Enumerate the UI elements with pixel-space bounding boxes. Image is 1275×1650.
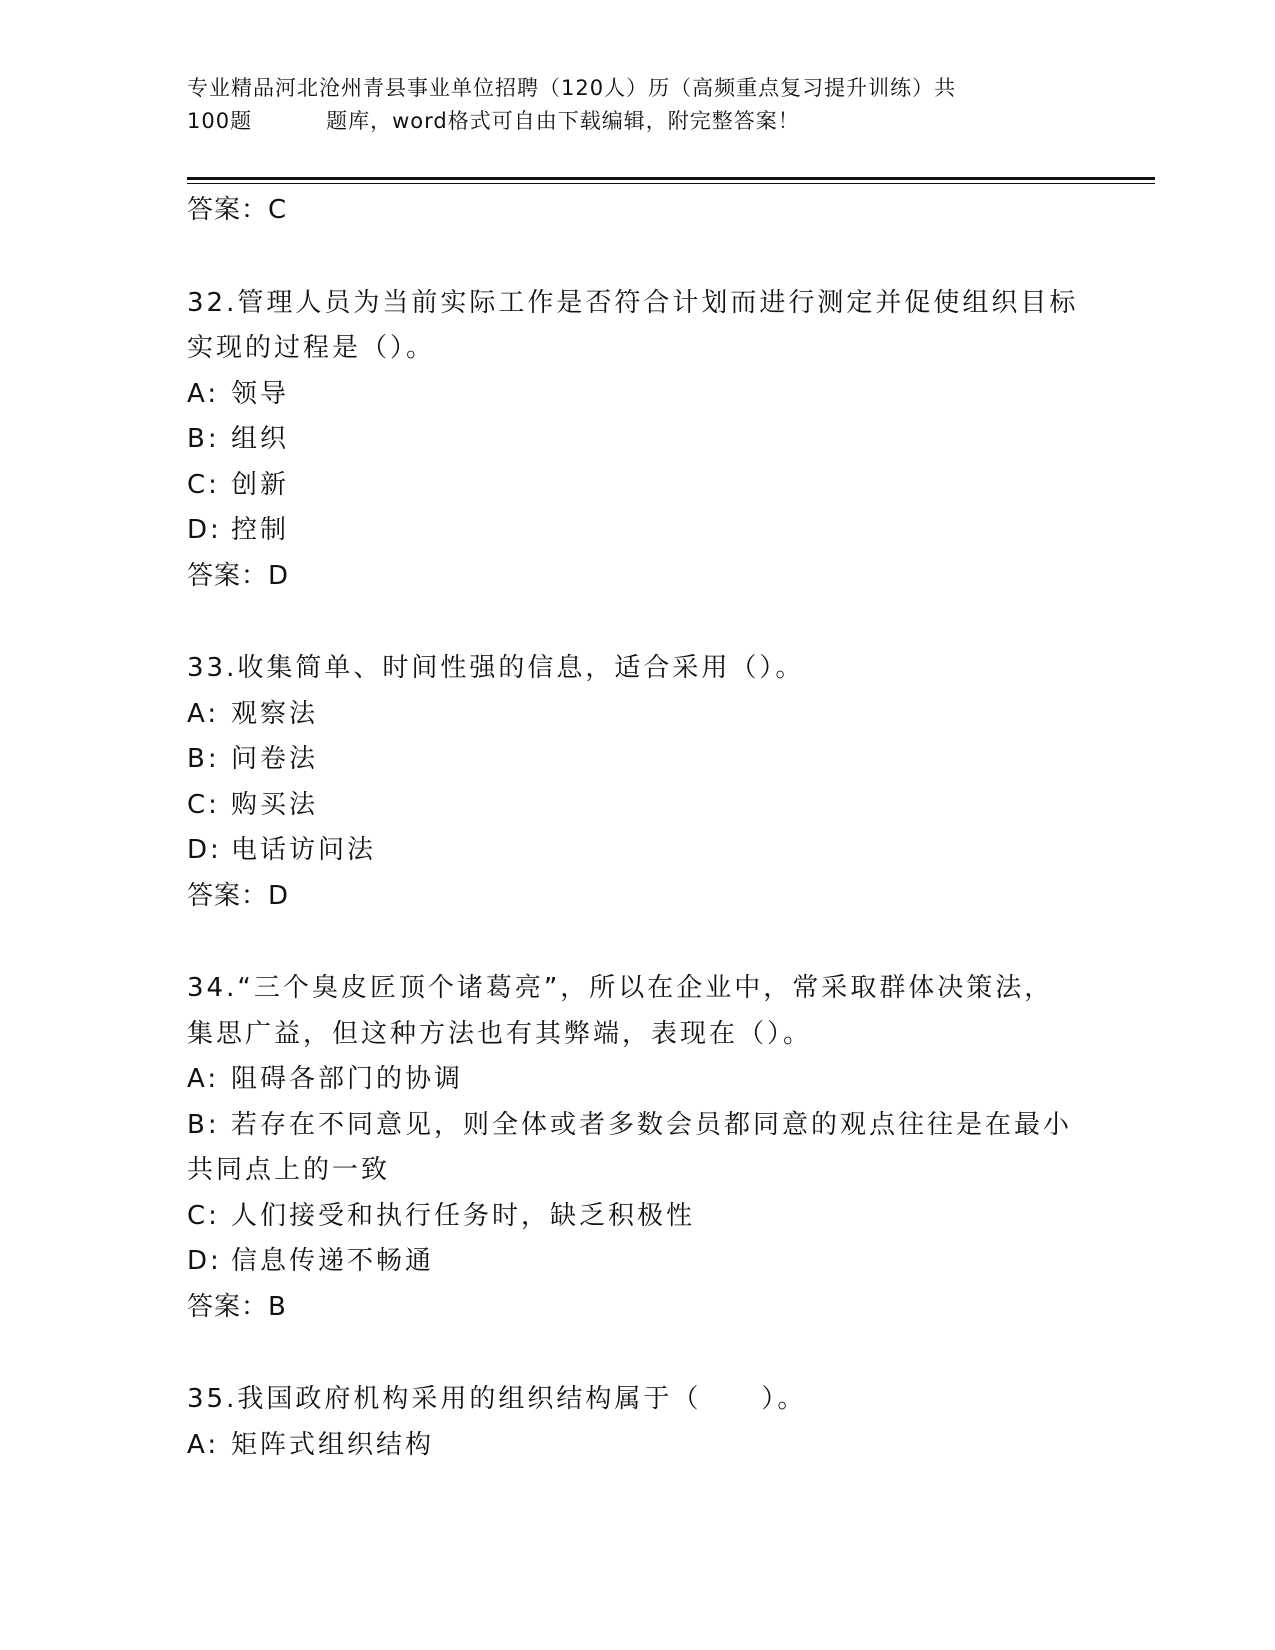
option-d [187,1239,1087,1285]
option-label: C: [187,469,220,500]
question-text-line: 32.管理人员为当前实际工作是否符合计划而进行测定并促使组织目标 [187,287,1079,318]
option-text: 创新 [231,469,290,500]
option-a [187,692,1087,738]
answer-31: 答案：C [187,195,288,225]
option-c [187,463,1087,509]
option-text: 组织 [231,424,290,454]
option-text: 矩阵式组织结构 [231,1429,435,1460]
option-text: 观察法 [231,698,319,729]
header-divider-thin [187,183,1155,184]
option-label: A: [187,1064,220,1094]
option-label: D: [187,515,222,545]
option-label: A: [187,1429,220,1460]
option-c [187,783,1087,829]
option-b [187,417,1087,463]
option-text: 电话访问法 [231,835,377,865]
option-text: 问卷法 [231,744,319,774]
header-line-2 [187,105,1067,138]
option-text: 阻碍各部门的协调 [231,1064,464,1094]
option-text: 购买法 [231,789,319,820]
option-label: C: [187,1200,220,1231]
option-label: A: [187,698,220,729]
option-label: B: [187,424,220,454]
question-text-line: 33.收集简单、时间性强的信息，适合采用（）。 [187,653,805,683]
header-count: 100题 [187,109,253,133]
option-a [187,372,1087,418]
option-text-continued: 共同点上的一致 [187,1155,391,1185]
question-33 [187,646,1087,919]
option-b-continued [187,1148,1087,1194]
option-b [187,737,1087,783]
option-c [187,1194,1087,1240]
header-description: 题库，word格式可自由下载编辑，附完整答案！ [326,109,800,133]
question-32 [187,281,1087,600]
option-a [187,1057,1087,1103]
option-label: D: [187,835,222,865]
header-divider-thick [187,177,1155,180]
question-34 [187,966,1087,1330]
question-text-line: 34.“三个臭皮匠顶个诸葛亮”，所以在企业中，常采取群体决策法， [187,973,1054,1003]
option-text: 人们接受和执行任务时，缺乏积极性 [231,1200,696,1231]
option-text: 控制 [231,515,290,545]
answer-33: 答案：D [187,880,290,911]
question-text-line: 实现的过程是（）。 [187,333,436,363]
option-d [187,508,1087,554]
question-text-start: 35.我国政府机构采用的组织结构属于（ [187,1384,702,1414]
option-label: D: [187,1246,222,1276]
option-text: 若存在不同意见，则全体或者多数会员都同意的观点往往是在最小 [231,1109,1073,1140]
question-35 [187,1377,1087,1468]
answer-34: 答案：B [187,1291,287,1322]
option-label: B: [187,1109,220,1140]
option-label: A: [187,378,220,409]
question-text-line [187,1377,1087,1423]
answer-32: 答案：D [187,560,290,591]
option-d [187,828,1087,874]
document-body [187,188,1087,1468]
option-text: 信息传递不畅通 [231,1246,435,1276]
question-text-line: 集思广益，但这种方法也有其弊端，表现在（）。 [187,1018,813,1049]
option-text: 领导 [231,378,290,409]
option-b [187,1103,1087,1149]
option-label: C: [187,789,220,820]
option-label: B: [187,744,220,774]
question-text-end: ）。 [761,1384,807,1414]
document-header [187,72,1067,138]
header-line-1: 专业精品河北沧州青县事业单位招聘（120人）历（高频重点复习提升训练）共 [187,76,957,100]
option-a [187,1423,1087,1469]
